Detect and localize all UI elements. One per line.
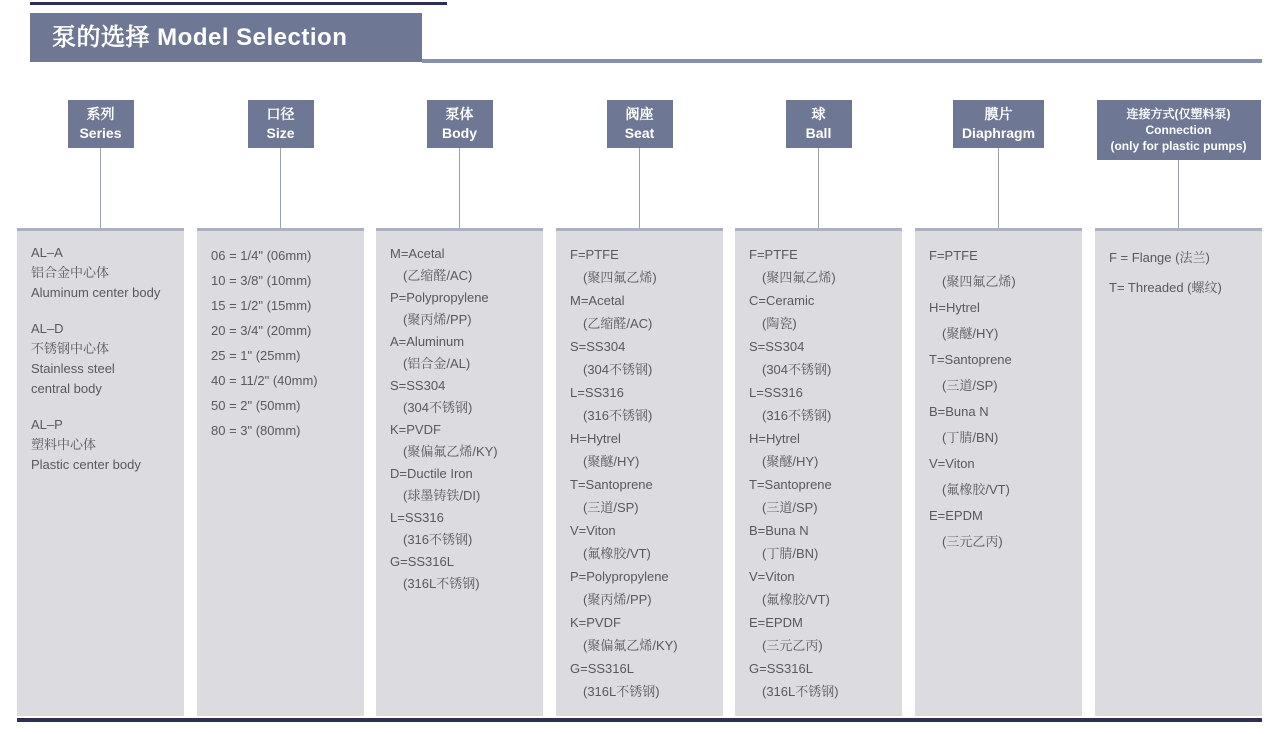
body-option-line: (316不锈钢) (403, 532, 473, 547)
body-option-line: (聚丙烯/PP) (403, 312, 472, 327)
connector-line (639, 148, 640, 228)
body-option-line: M=Acetal (390, 246, 445, 261)
diaphragm-option-line: (聚醚/HY) (942, 326, 999, 341)
body-option-line: (304不锈钢) (403, 400, 473, 415)
connector-line (459, 148, 460, 228)
size-option-line: 50 = 2" (50mm) (211, 398, 301, 413)
seat-options-panel (556, 228, 723, 716)
seat-option-line: F=PTFE (570, 247, 619, 262)
seat-option-entry (570, 519, 723, 565)
seat-option-line: (氟橡胶/VT) (583, 546, 651, 561)
diaphragm-option-line: E=EPDM (929, 508, 983, 523)
seat-option-line: G=SS316L (570, 661, 634, 676)
size-options-panel (197, 228, 364, 716)
ball-option-line: (陶瓷) (762, 316, 797, 331)
ball-option-entry (749, 427, 902, 473)
ball-option-line: F=PTFE (749, 247, 798, 262)
ball-option-line: E=EPDM (749, 615, 803, 630)
connector-line (100, 148, 101, 228)
connection-header-line: 连接方式(仅塑料泵) (1126, 107, 1231, 121)
diaphragm-option-entry (929, 503, 1082, 555)
size-option-entry (211, 393, 364, 418)
body-header-line: Body (442, 125, 477, 141)
series-options-panel (17, 228, 184, 716)
page-title-text: 泵的选择 Model Selection (52, 24, 348, 51)
size-option-line: 40 = 11/2" (40mm) (211, 373, 318, 388)
ball-option-entry (749, 473, 902, 519)
seat-header-line: Seat (624, 125, 655, 141)
ball-option-entry (749, 381, 902, 427)
body-option-entry (390, 419, 543, 463)
size-option-entry (211, 293, 364, 318)
ball-options-panel (735, 228, 902, 716)
series-option-line: Aluminum center body (31, 285, 161, 300)
seat-option-line: (乙缩醛/AC) (583, 316, 653, 331)
series-option-line: 不锈钢中心体 (31, 341, 110, 356)
seat-option-line: V=Viton (570, 523, 616, 538)
connection-options-panel (1095, 228, 1262, 716)
ball-option-line: (氟橡胶/VT) (762, 592, 830, 607)
ball-option-entry (749, 289, 902, 335)
body-option-line: S=SS304 (390, 378, 446, 393)
ball-option-line: (316L不锈钢) (762, 684, 839, 699)
ball-option-entry (749, 243, 902, 289)
ball-option-line: (聚醚/HY) (762, 454, 819, 469)
body-option-entry (390, 243, 543, 287)
connector-line (280, 148, 281, 228)
seat-header-line: 阀座 (625, 106, 654, 122)
size-option-line: 80 = 3" (80mm) (211, 423, 301, 438)
diaphragm-option-entry (929, 347, 1082, 399)
ball-option-line: (聚四氟乙烯) (762, 270, 836, 285)
seat-option-entry (570, 427, 723, 473)
size-header-line: 口径 (266, 106, 295, 122)
seat-option-entry (570, 611, 723, 657)
ball-option-entry (749, 519, 902, 565)
connection-header-line: (only for plastic pumps) (1110, 139, 1247, 153)
ball-option-line: G=SS316L (749, 661, 813, 676)
body-option-line: (球墨铸铁/DI) (403, 488, 481, 503)
size-option-line: 06 = 1/4" (06mm) (211, 248, 312, 263)
ball-option-line: B=Buna N (749, 523, 809, 538)
column-body (376, 100, 543, 716)
ball-option-line: (三道/SP) (762, 500, 818, 515)
body-option-line: (乙缩醛/AC) (403, 268, 473, 283)
body-option-line: (316L不锈钢) (403, 576, 480, 591)
seat-option-line: (聚丙烯/PP) (583, 592, 652, 607)
diaphragm-option-line: F=PTFE (929, 248, 978, 263)
size-option-line: 10 = 3/8" (10mm) (211, 273, 312, 288)
series-option-line: AL–A (31, 245, 63, 260)
series-header-line: Series (79, 125, 122, 141)
ball-option-line: V=Viton (749, 569, 795, 584)
body-option-entry (390, 331, 543, 375)
ball-option-line: (304不锈钢) (762, 362, 832, 377)
series-option-line: 塑料中心体 (31, 437, 97, 452)
ball-option-line: L=SS316 (749, 385, 803, 400)
ball-option-line: T=Santoprene (749, 477, 832, 492)
body-option-line: (聚偏氟乙烯/KY) (403, 444, 498, 459)
size-option-line: 20 = 3/4" (20mm) (211, 323, 312, 338)
seat-option-line: P=Polypropylene (570, 569, 669, 584)
connection-option-entry (1109, 243, 1262, 273)
ball-option-line: (丁腈/BN) (762, 546, 819, 561)
connector-line (818, 148, 819, 228)
size-option-entry (211, 368, 364, 393)
diaphragm-option-line: T=Santoprene (929, 352, 1012, 367)
body-header (427, 100, 493, 148)
bottom-rule (17, 718, 1262, 722)
series-option-line: central body (31, 381, 102, 396)
ball-option-line: (三元乙丙) (762, 638, 823, 653)
column-connection (1095, 100, 1262, 716)
diaphragm-option-entry (929, 243, 1082, 295)
ball-option-entry (749, 611, 902, 657)
series-option-line: Stainless steel (31, 361, 115, 376)
size-option-entry (211, 418, 364, 443)
seat-option-line: L=SS316 (570, 385, 624, 400)
seat-option-line: M=Acetal (570, 293, 625, 308)
diaphragm-options-panel (915, 228, 1082, 716)
body-option-line: D=Ductile Iron (390, 466, 473, 481)
seat-option-line: H=Hytrel (570, 431, 621, 446)
seat-header (607, 100, 673, 148)
series-option-entry (31, 415, 184, 475)
seat-option-line: (聚偏氟乙烯/KY) (583, 638, 678, 653)
diaphragm-option-line: (氟橡胶/VT) (942, 482, 1010, 497)
size-option-line: 25 = 1" (25mm) (211, 348, 301, 363)
diaphragm-option-line: H=Hytrel (929, 300, 980, 315)
size-option-entry (211, 318, 364, 343)
diaphragm-option-line: (丁腈/BN) (942, 430, 999, 445)
series-header (68, 100, 134, 148)
diaphragm-header-line: Diaphragm (961, 125, 1036, 141)
connection-header-line: Connection (1145, 123, 1212, 137)
connection-option-entry (1109, 273, 1262, 303)
body-option-line: G=SS316L (390, 554, 454, 569)
connector-line (998, 148, 999, 228)
column-size (197, 100, 364, 716)
seat-option-entry (570, 473, 723, 519)
ball-header (786, 100, 852, 148)
seat-option-line: (聚四氟乙烯) (583, 270, 657, 285)
seat-option-line: (聚醚/HY) (583, 454, 640, 469)
seat-option-line: T=Santoprene (570, 477, 653, 492)
body-option-entry (390, 463, 543, 507)
size-header (248, 100, 314, 148)
diaphragm-option-line: (三元乙丙) (942, 534, 1003, 549)
diaphragm-option-entry (929, 451, 1082, 503)
seat-option-line: (316L不锈钢) (583, 684, 660, 699)
seat-option-entry (570, 335, 723, 381)
body-option-line: (铝合金/AL) (403, 356, 471, 371)
diaphragm-header-line: 膜片 (984, 106, 1013, 122)
series-option-line: AL–D (31, 321, 64, 336)
column-ball (735, 100, 902, 716)
body-option-entry (390, 287, 543, 331)
ball-option-line: C=Ceramic (749, 293, 815, 308)
body-options-panel (376, 228, 543, 716)
body-header-line: 泵体 (445, 106, 474, 122)
series-option-entry (31, 243, 184, 303)
size-option-entry (211, 268, 364, 293)
series-option-line: Plastic center body (31, 457, 141, 472)
seat-option-entry (570, 657, 723, 703)
ball-option-entry (749, 565, 902, 611)
size-option-line: 15 = 1/2" (15mm) (211, 298, 312, 313)
connection-option-line: F = Flange (法兰) (1109, 250, 1210, 265)
seat-option-line: (304不锈钢) (583, 362, 653, 377)
body-option-entry (390, 551, 543, 595)
column-diaphragm (915, 100, 1082, 716)
diaphragm-option-line: (三道/SP) (942, 378, 998, 393)
ball-option-line: S=SS304 (749, 339, 805, 354)
seat-option-line: (三道/SP) (583, 500, 639, 515)
seat-option-entry (570, 381, 723, 427)
connector-line (1178, 160, 1179, 228)
size-header-line: Size (266, 125, 295, 141)
seat-option-entry (570, 243, 723, 289)
ball-option-entry (749, 335, 902, 381)
body-option-line: A=Aluminum (390, 334, 465, 349)
seat-option-line: S=SS304 (570, 339, 626, 354)
diaphragm-option-entry (929, 295, 1082, 347)
size-option-entry (211, 243, 364, 268)
series-option-line: AL–P (31, 417, 63, 432)
body-option-line: L=SS316 (390, 510, 444, 525)
diaphragm-option-line: (聚四氟乙烯) (942, 274, 1016, 289)
series-option-entry (31, 319, 184, 399)
seat-option-entry (570, 289, 723, 335)
body-option-entry (390, 507, 543, 551)
ball-header-line: 球 (811, 106, 826, 122)
seat-option-entry (570, 565, 723, 611)
ball-option-line: H=Hytrel (749, 431, 800, 446)
series-option-line: 铝合金中心体 (31, 265, 110, 280)
ball-option-line: (316不锈钢) (762, 408, 832, 423)
body-option-line: P=Polypropylene (390, 290, 489, 305)
diaphragm-option-entry (929, 399, 1082, 451)
ball-option-entry (749, 657, 902, 703)
diaphragm-option-line: V=Viton (929, 456, 975, 471)
column-seat (556, 100, 723, 716)
seat-option-line: K=PVDF (570, 615, 621, 630)
body-option-entry (390, 375, 543, 419)
connection-header (1097, 100, 1261, 160)
ball-header-line: Ball (805, 125, 832, 141)
column-series (17, 100, 184, 716)
size-option-entry (211, 343, 364, 368)
connection-option-line: T= Threaded (螺纹) (1109, 280, 1222, 295)
diaphragm-header (953, 100, 1044, 148)
seat-option-line: (316不锈钢) (583, 408, 653, 423)
series-header-line: 系列 (86, 106, 115, 122)
body-option-line: K=PVDF (390, 422, 441, 437)
diaphragm-option-line: B=Buna N (929, 404, 989, 419)
